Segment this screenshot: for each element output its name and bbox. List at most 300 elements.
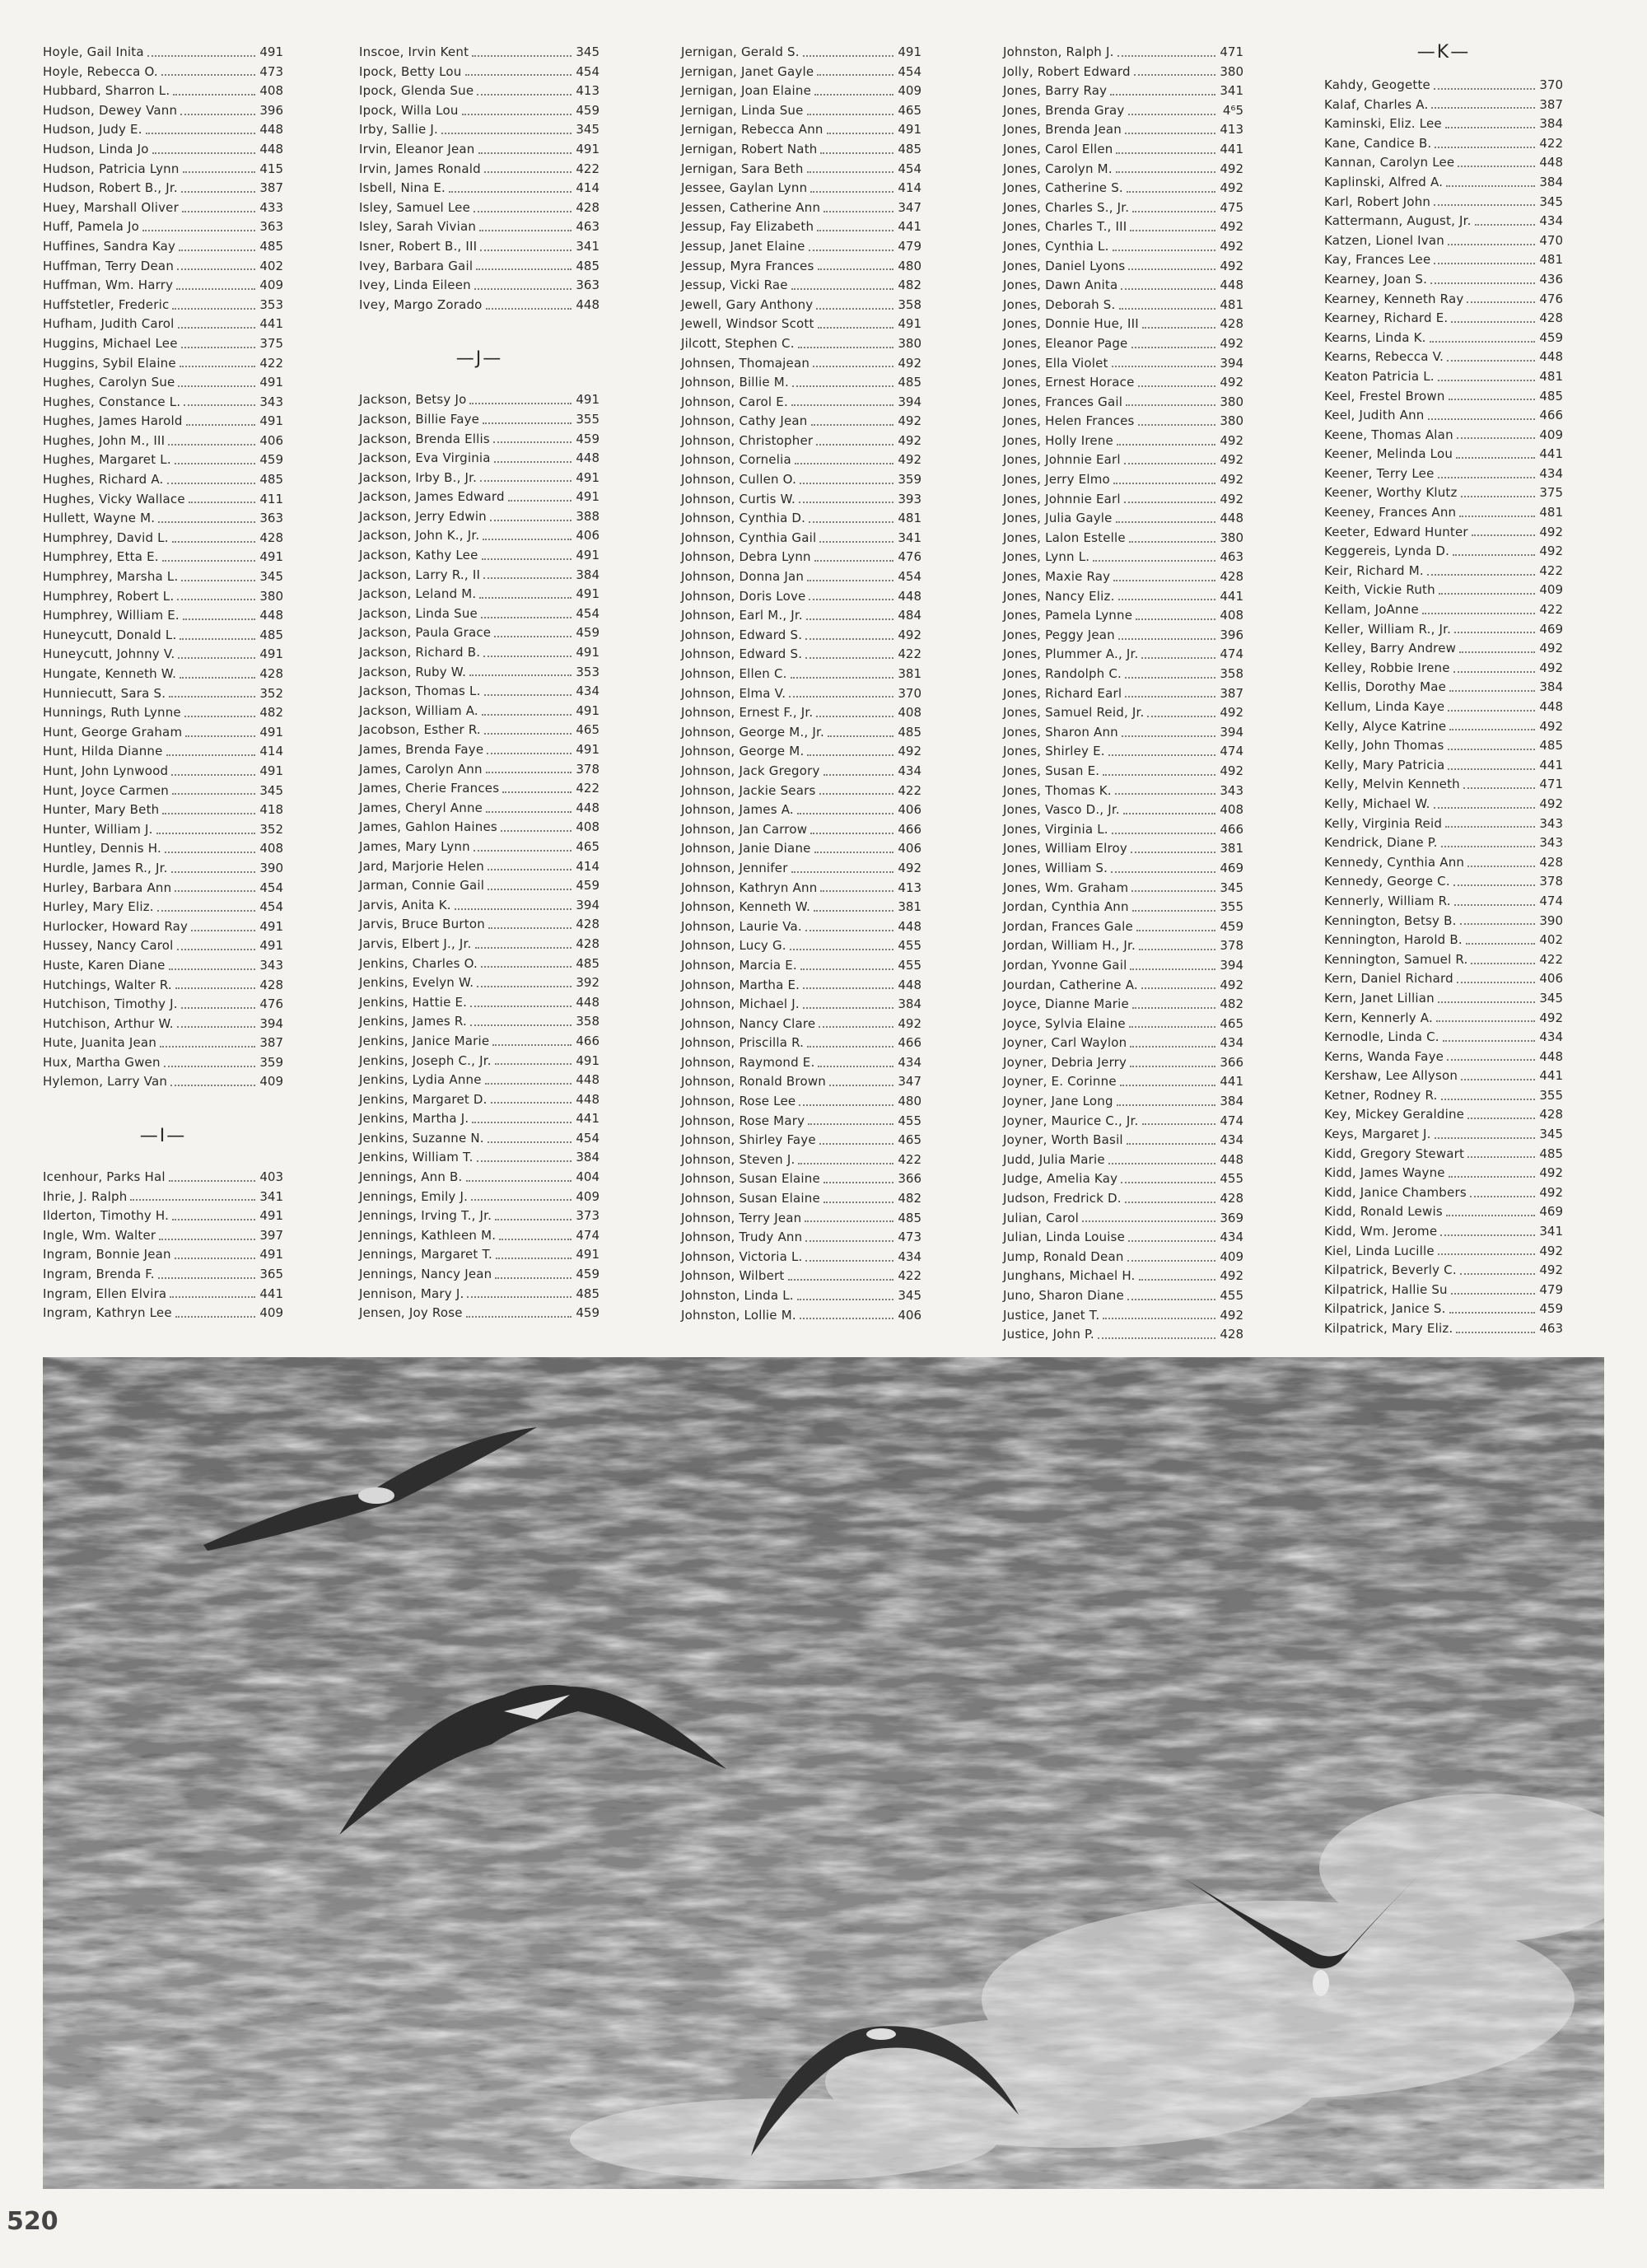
entry-name: Hughes, Carolyn Sue (43, 375, 175, 390)
leader-dots (1445, 826, 1535, 828)
index-entry (681, 393, 921, 413)
index-entry (1324, 833, 1563, 853)
entry-page: 352 (259, 685, 283, 701)
index-entry (1003, 140, 1243, 160)
leader-dots (169, 696, 255, 698)
entry-name: Jackson, Irby B., Jr. (359, 469, 478, 485)
entry-name: Johnson, Jennifer (681, 860, 788, 875)
entry-name: Hughes, Vicky Wallace (43, 491, 185, 506)
leader-dots (818, 268, 894, 270)
index-entry (681, 315, 921, 334)
entry-page: 396 (1220, 627, 1243, 642)
leader-dots (1122, 735, 1215, 737)
leader-dots (791, 288, 893, 290)
leader-dots (479, 230, 572, 231)
leader-dots (185, 735, 255, 737)
entry-name: Johnson, Susan Elaine (681, 1171, 820, 1187)
index-entry (43, 820, 283, 840)
entry-page: 380 (898, 335, 921, 351)
entry-name: Judson, Fredrick D. (1003, 1191, 1122, 1206)
entry-page: 463 (1220, 549, 1243, 565)
index-entry (359, 1304, 600, 1323)
leader-dots (1440, 1234, 1535, 1236)
entry-page: 406 (898, 1307, 921, 1323)
entry-page: 485 (576, 258, 600, 273)
leader-dots (813, 366, 893, 367)
index-entry (43, 432, 283, 451)
entry-page: 454 (576, 63, 600, 79)
entry-name: Jones, Thomas K. (1003, 782, 1112, 798)
index-entry (681, 43, 921, 63)
index-entry (1324, 1105, 1563, 1125)
entry-name: Junghans, Michael H. (1003, 1268, 1136, 1284)
index-entry (1324, 464, 1563, 484)
leader-dots (494, 636, 572, 637)
index-entry (1324, 1319, 1563, 1339)
index-entry (1324, 1281, 1563, 1300)
entry-name: Joyce, Dianne Marie (1003, 996, 1129, 1012)
entry-name: Johnson, Edward S. (681, 627, 803, 642)
index-entry (1003, 1209, 1243, 1229)
entry-page: 492 (1220, 219, 1243, 235)
index-entry (43, 898, 283, 917)
leader-dots (1443, 1040, 1535, 1042)
leader-dots (488, 889, 572, 890)
entry-page: 341 (576, 238, 600, 254)
entry-name: Hudson, Judy E. (43, 122, 142, 138)
leader-dots (1124, 463, 1215, 464)
entry-page: 345 (1539, 194, 1563, 209)
entry-page: 492 (1539, 1184, 1563, 1200)
index-entry (43, 859, 283, 879)
entry-page: 422 (1539, 951, 1563, 967)
entry-name: Jones, Carolyn M. (1003, 161, 1113, 176)
index-entry (1003, 1325, 1243, 1345)
entry-page: 492 (898, 452, 921, 468)
leader-dots (1126, 404, 1215, 406)
index-entry (359, 63, 600, 82)
entry-name: Kerns, Wanda Faye (1324, 1048, 1444, 1064)
entry-page: 479 (898, 238, 921, 254)
entry-name: Irvin, James Ronald (359, 161, 481, 176)
entry-page: 471 (1539, 777, 1563, 792)
entry-name: Keener, Terry Lee (1324, 465, 1435, 481)
entry-name: Kelly, Melvin Kenneth (1324, 777, 1460, 792)
leader-dots (485, 1083, 572, 1085)
leader-dots (1428, 418, 1535, 420)
entry-page: 408 (576, 819, 600, 835)
entry-name: Jones, Sharon Ann (1003, 724, 1118, 740)
entry-page: 441 (576, 1111, 600, 1127)
entry-page: 428 (1539, 310, 1563, 326)
index-entry (681, 1034, 921, 1053)
index-entry (1003, 63, 1243, 82)
entry-page: 394 (259, 1015, 283, 1031)
leader-dots (809, 521, 893, 523)
entry-page: 404 (576, 1169, 600, 1185)
index-entry (359, 43, 600, 63)
leader-dots (1129, 541, 1215, 543)
entry-page: 448 (1539, 155, 1563, 170)
index-entry (1324, 1222, 1563, 1242)
entry-page: 422 (259, 355, 283, 371)
index-entry (1003, 1034, 1243, 1053)
entry-name: Hunnings, Ruth Lynne (43, 705, 181, 721)
index-entry (359, 1012, 600, 1032)
index-entry (1324, 173, 1563, 193)
leader-dots (807, 171, 893, 173)
entry-page: 387 (1220, 685, 1243, 701)
entry-page: 441 (1220, 1074, 1243, 1090)
index-entry (681, 1092, 921, 1112)
entry-name: Jernigan, Janet Gayle (681, 63, 814, 79)
entry-name: Johnson, Ellen C. (681, 666, 787, 681)
entry-name: Johnson, James A. (681, 802, 794, 818)
entry-name: Kearney, Richard E. (1324, 310, 1449, 326)
entry-page: 491 (576, 645, 600, 660)
entry-page: 482 (898, 1191, 921, 1206)
index-entry (1324, 329, 1563, 348)
entry-name: Jones, Richard Earl (1003, 685, 1122, 701)
index-entry (359, 526, 600, 546)
entry-page: 406 (259, 432, 283, 448)
leader-dots (1116, 521, 1215, 523)
index-entry (1324, 523, 1563, 543)
entry-name: Keys, Margaret J. (1324, 1127, 1431, 1142)
index-entry (1003, 412, 1243, 432)
index-entry (1324, 698, 1563, 717)
index-entry (359, 217, 600, 237)
leader-dots (169, 1180, 255, 1182)
entry-page: 402 (259, 258, 283, 273)
entry-name: Jessup, Fay Elizabeth (681, 219, 814, 235)
entry-page: 485 (898, 724, 921, 740)
leader-dots (173, 94, 255, 96)
entry-name: Jones, Samuel Reid, Jr. (1003, 705, 1145, 721)
entry-page: 434 (1220, 1230, 1243, 1245)
index-entry (359, 779, 600, 799)
leader-dots (1435, 147, 1535, 148)
index-entry (43, 762, 283, 782)
index-entry (43, 43, 283, 63)
index-entry (359, 546, 600, 566)
leader-dots (805, 1220, 893, 1222)
index-entry (681, 179, 921, 198)
entry-page: 345 (1220, 880, 1243, 895)
entry-page: 441 (1220, 588, 1243, 604)
entry-page: 491 (576, 489, 600, 505)
entry-name: Humphrey, Robert L. (43, 588, 175, 604)
leader-dots (1456, 1332, 1535, 1333)
index-entry (1324, 912, 1563, 931)
leader-dots (818, 1066, 893, 1067)
entry-page: 422 (898, 1151, 921, 1167)
leader-dots (1103, 774, 1215, 776)
entry-name: Jennings, Margaret T. (359, 1247, 493, 1262)
entry-name: Hughes, Constance L. (43, 394, 181, 409)
leader-dots (1461, 496, 1535, 497)
entry-page: 428 (259, 530, 283, 545)
leader-dots (805, 657, 893, 659)
leader-dots (482, 714, 572, 716)
entry-page: 434 (898, 763, 921, 778)
leader-dots (1138, 385, 1215, 387)
entry-page: 422 (576, 781, 600, 796)
index-entry (43, 1053, 283, 1073)
index-entry (681, 976, 921, 996)
leader-dots (482, 558, 572, 560)
entry-name: Hute, Juanita Jean (43, 1035, 157, 1051)
index-entry (359, 993, 600, 1013)
entry-name: Johnsen, Thomajean (681, 355, 810, 371)
entry-name: James, Gahlon Haines (359, 819, 497, 835)
entry-page: 492 (1220, 977, 1243, 992)
index-entry (1324, 659, 1563, 679)
entry-page: 475 (1220, 199, 1243, 215)
leader-dots (1449, 1312, 1535, 1314)
index-entry (1003, 839, 1243, 859)
entry-page: 358 (898, 296, 921, 312)
leader-dots (162, 560, 255, 562)
entry-name: Kennerly, William R. (1324, 893, 1451, 908)
entry-page: 422 (1539, 602, 1563, 618)
entry-name: Jones, Lynn L. (1003, 549, 1090, 565)
entry-page: 474 (1220, 744, 1243, 759)
entry-name: Kannan, Carolyn Lee (1324, 155, 1455, 170)
leader-dots (177, 599, 255, 600)
entry-name: Jackson, Paula Grace (359, 625, 492, 641)
entry-name: Kern, Daniel Richard (1324, 971, 1453, 987)
leader-dots (1459, 516, 1535, 517)
entry-page: 345 (898, 1288, 921, 1303)
leader-dots (180, 638, 255, 640)
leader-dots (166, 754, 255, 756)
entry-name: Jolly, Robert Edward (1003, 63, 1131, 79)
entry-page: 448 (576, 1091, 600, 1107)
entry-name: Hughes, James Harold (43, 413, 183, 429)
index-entry (1003, 1169, 1243, 1189)
index-entry (1324, 1300, 1563, 1319)
index-entry (43, 450, 283, 470)
leader-dots (157, 910, 255, 912)
leader-dots (177, 1026, 255, 1028)
entry-name: Johnson, Kenneth W. (681, 899, 811, 915)
index-entry (681, 354, 921, 374)
entry-page: 491 (576, 742, 600, 757)
entry-page: 384 (576, 1150, 600, 1165)
entry-name: Jones, Brenda Jean (1003, 122, 1122, 138)
entry-page: 491 (259, 1247, 283, 1262)
entry-page: 492 (1539, 1165, 1563, 1181)
entry-page: 448 (259, 608, 283, 623)
entry-name: Hubbard, Sharron L. (43, 83, 170, 99)
entry-name: Kidd, James Wayne (1324, 1165, 1445, 1181)
entry-name: Humphrey, Etta E. (43, 549, 159, 565)
index-entry (1324, 1048, 1563, 1067)
entry-page: 485 (898, 1210, 921, 1225)
index-entry (1003, 1150, 1243, 1170)
entry-page: 384 (1539, 116, 1563, 132)
entry-name: Johnson, Earl M., Jr. (681, 608, 803, 623)
entry-name: Ivey, Barbara Gail (359, 258, 474, 273)
index-entry (681, 645, 921, 665)
entry-page: 491 (259, 549, 283, 565)
entry-name: Icenhour, Parks Hal (43, 1169, 166, 1185)
entry-name: Kennedy, Cynthia Ann (1324, 854, 1465, 870)
leader-dots (1116, 152, 1215, 154)
entry-name: Johnson, Rose Mary (681, 1113, 805, 1128)
entry-page: 491 (259, 413, 283, 429)
entry-page: 485 (259, 238, 283, 254)
leader-dots (158, 1277, 255, 1279)
entry-name: Jewell, Windsor Scott (681, 316, 814, 332)
entry-name: Kilpatrick, Hallie Su (1324, 1281, 1448, 1297)
entry-page: 441 (259, 316, 283, 332)
entry-page: 441 (898, 219, 921, 235)
leader-dots (797, 813, 893, 814)
entry-name: Key, Mickey Geraldine (1324, 1107, 1465, 1122)
leader-dots (1458, 166, 1535, 167)
entry-name: Joyner, Maurice C., Jr. (1003, 1113, 1139, 1128)
entry-name: Johnston, Ralph J. (1003, 44, 1114, 59)
entry-name: Kelly, Alyce Katrine (1324, 718, 1447, 734)
leader-dots (146, 133, 255, 134)
leader-dots (798, 347, 893, 348)
index-entry (681, 626, 921, 646)
entry-name: Jenkins, Janice Marie (359, 1033, 490, 1048)
entry-page: 491 (259, 918, 283, 934)
entry-name: Huffman, Wm. Harry (43, 278, 174, 293)
entry-name: Kendrick, Diane P. (1324, 835, 1438, 851)
entry-page: 492 (1539, 718, 1563, 734)
entry-name: Hudson, Dewey Vann (43, 102, 178, 118)
entry-name: Jourdan, Catherine A. (1003, 977, 1138, 992)
index-entry (681, 490, 921, 510)
entry-name: James, Cherie Frances (359, 781, 500, 796)
entry-page: 366 (1220, 1054, 1243, 1070)
index-entry (681, 703, 921, 723)
index-entry (1003, 645, 1243, 665)
entry-name: Johnson, Debra Lynn (681, 549, 811, 565)
leader-dots (1131, 347, 1216, 348)
entry-name: Hunniecutt, Sara S. (43, 685, 166, 701)
entry-page: 414 (898, 180, 921, 196)
entry-name: Irby, Sallie J. (359, 122, 438, 138)
leader-dots (1103, 1318, 1215, 1319)
entry-name: Jenkins, Charles O. (359, 955, 478, 971)
leader-dots (181, 580, 255, 581)
index-entry (1324, 1066, 1563, 1086)
seagulls-ocean-photo (43, 1357, 1604, 2189)
entry-name: Jessup, Myra Frances (681, 258, 814, 273)
entry-page: 384 (1220, 1094, 1243, 1109)
entry-name: Hoyle, Gail Inita (43, 44, 144, 59)
entry-page: 481 (1539, 505, 1563, 520)
index-entry (43, 567, 283, 587)
entry-page: 492 (1220, 258, 1243, 273)
leader-dots (1438, 477, 1536, 478)
entry-page: 428 (1539, 1107, 1563, 1122)
entry-name: Jenkins, William T. (359, 1150, 474, 1165)
entry-name: Jones, Barry Ray (1003, 83, 1108, 99)
index-entry (43, 703, 283, 723)
leader-dots (1139, 1279, 1215, 1281)
leader-dots (1466, 943, 1535, 945)
leader-dots (171, 774, 255, 776)
leader-dots (807, 1046, 893, 1048)
entry-name: Johnson, Carol E. (681, 394, 788, 409)
leader-dots (814, 852, 893, 853)
index-entry (681, 1169, 921, 1189)
entry-page: 491 (576, 1247, 600, 1262)
index-entry (43, 198, 283, 218)
entry-name: Jones, Ernest Horace (1003, 375, 1135, 390)
entry-name: Katzen, Lionel Ivan (1324, 232, 1444, 248)
index-entry (359, 469, 600, 488)
leader-dots (803, 55, 893, 57)
entry-name: Jarman, Connie Gail (359, 878, 485, 894)
index-entry (1003, 237, 1243, 257)
index-entry (1003, 198, 1243, 218)
leader-dots (182, 211, 255, 212)
entry-page: 492 (898, 355, 921, 371)
entry-name: Kearney, Kenneth Ray (1324, 291, 1464, 306)
index-entry (1003, 936, 1243, 956)
index-entry (681, 432, 921, 451)
leader-dots (1430, 341, 1535, 343)
entry-page: 380 (1220, 394, 1243, 409)
entry-page: 393 (898, 491, 921, 506)
entry-name: Ketner, Rodney R. (1324, 1087, 1438, 1103)
index-entry (681, 529, 921, 548)
leader-dots (474, 288, 572, 290)
entry-page: 358 (576, 1014, 600, 1029)
index-entry (43, 606, 283, 626)
leader-dots (484, 171, 572, 173)
entry-name: Jennings, Ann B. (359, 1169, 463, 1185)
index-entry (43, 315, 283, 334)
entry-name: Jennings, Emily J. (359, 1188, 469, 1204)
index-entry (1324, 212, 1563, 231)
index-entry (359, 935, 600, 954)
index-entry (1324, 717, 1563, 737)
leader-dots (806, 618, 893, 620)
index-entry (1003, 976, 1243, 996)
leader-dots (807, 114, 893, 115)
leader-dots (130, 1199, 255, 1201)
index-entry (43, 529, 283, 548)
index-entry (359, 643, 600, 663)
entry-page: 384 (576, 567, 600, 582)
entry-page: 345 (576, 122, 600, 138)
entry-name: Joyner, Worth Basil (1003, 1132, 1123, 1148)
leader-dots (1119, 308, 1216, 310)
leader-dots (480, 250, 572, 251)
index-entry (681, 1131, 921, 1150)
entry-page: 481 (1539, 368, 1563, 384)
index-entry (43, 393, 283, 413)
leader-dots (184, 716, 255, 717)
leader-dots (1141, 657, 1215, 659)
entry-page: 365 (259, 1267, 283, 1282)
entry-page: 359 (259, 1054, 283, 1070)
index-entry (43, 354, 283, 374)
leader-dots (179, 250, 255, 251)
entry-page: 459 (576, 431, 600, 446)
entry-name: Jenkins, Martha J. (359, 1111, 469, 1127)
entry-name: Jordan, Yvonne Gail (1003, 957, 1127, 973)
entry-name: Johnson, Cullen O. (681, 472, 797, 488)
